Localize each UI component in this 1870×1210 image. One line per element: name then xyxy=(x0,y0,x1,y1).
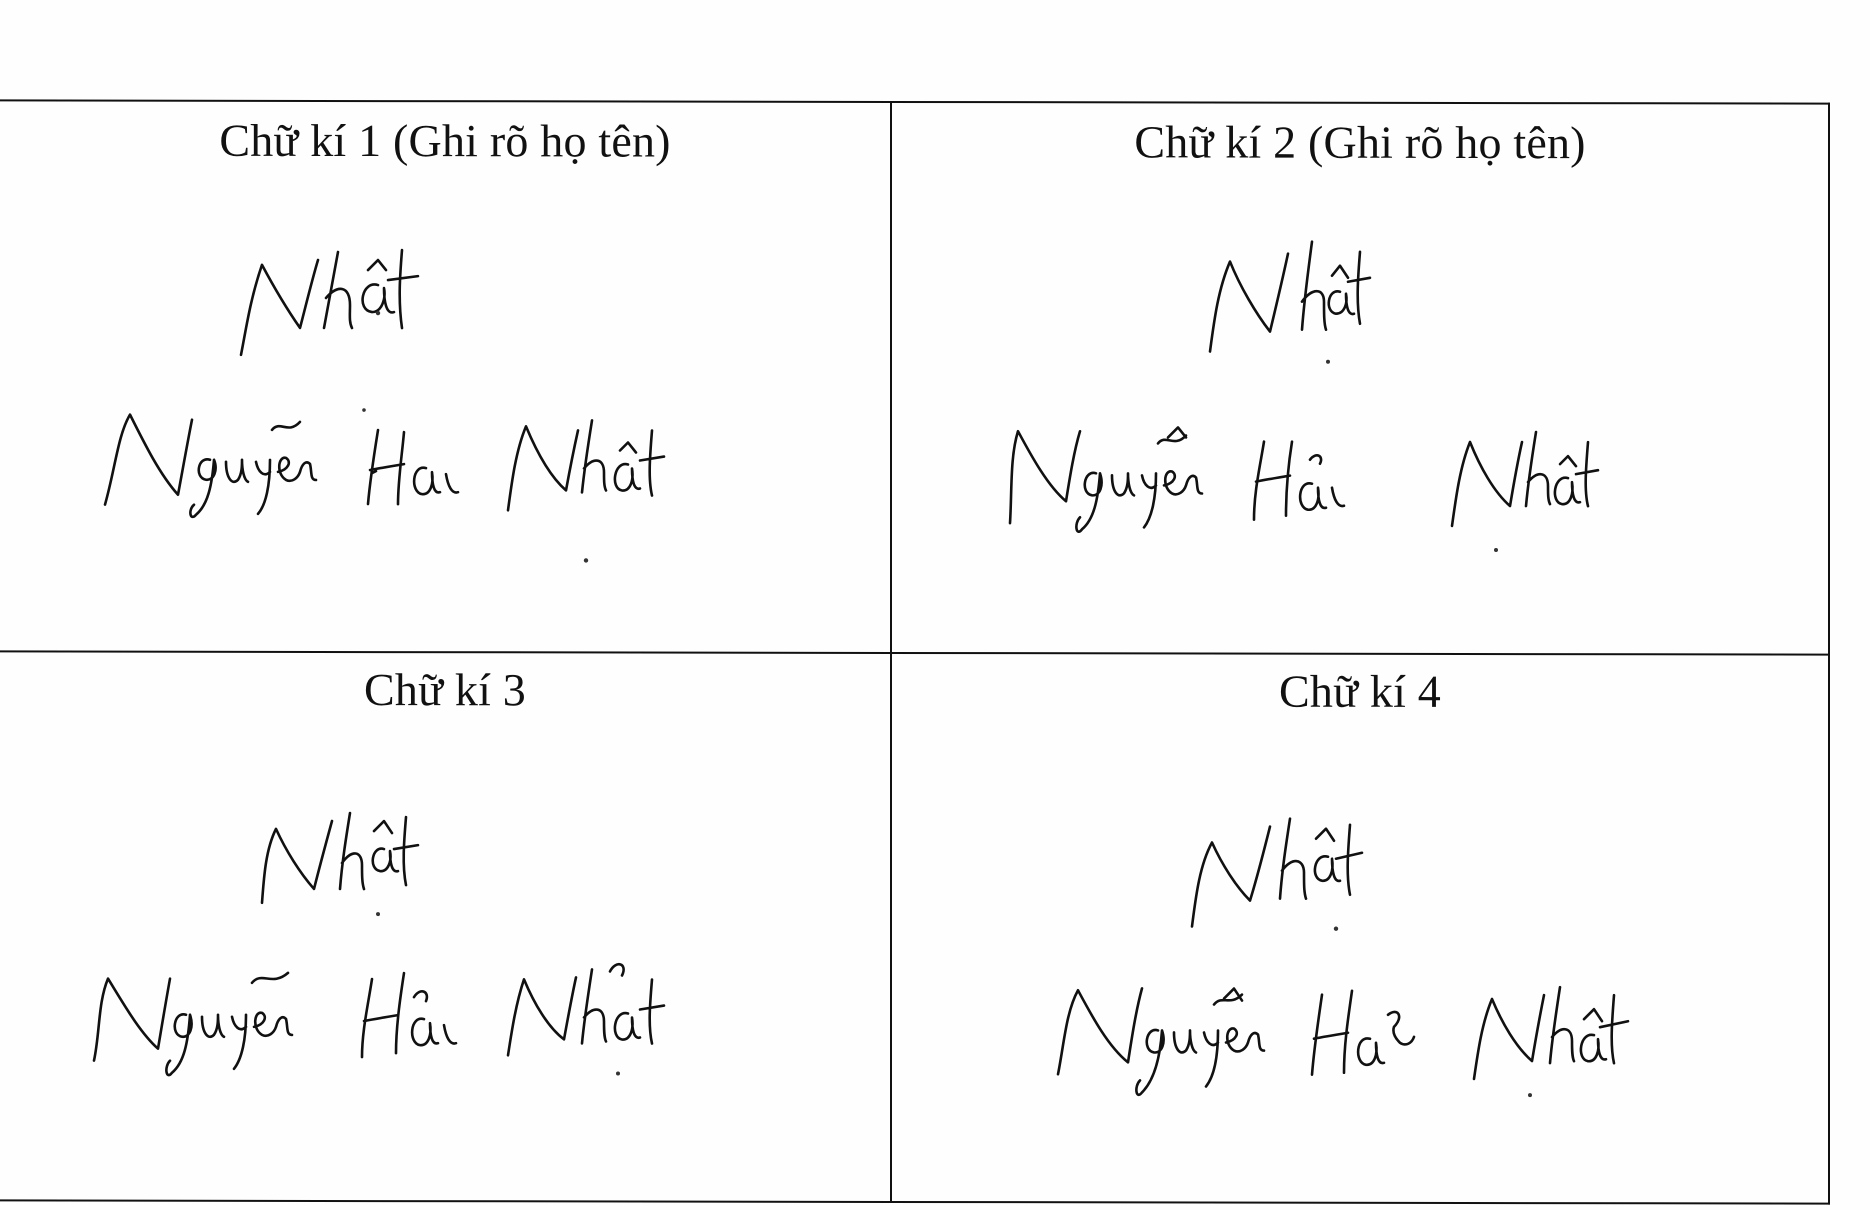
cell-title: Chữ kí 4 xyxy=(1279,665,1441,717)
signature-grid xyxy=(0,99,1830,1204)
signature-cell-1 xyxy=(0,99,890,652)
signature-cell-4 xyxy=(892,654,1828,1203)
handwritten-signature-4 xyxy=(892,654,1828,1203)
cell-title: Chữ kí 3 xyxy=(364,664,526,716)
cell-title: Chữ kí 1 (Ghi rõ họ tên) xyxy=(219,114,671,167)
handwritten-signature-3 xyxy=(0,652,890,1201)
handwritten-signature-1 xyxy=(0,99,890,652)
signature-cell-3 xyxy=(0,652,890,1201)
signature-cell-2 xyxy=(892,101,1828,654)
cell-title: Chữ kí 2 (Ghi rõ họ tên) xyxy=(1134,116,1586,169)
grid-line-right xyxy=(1828,103,1830,1205)
handwritten-signature-2 xyxy=(892,101,1828,654)
